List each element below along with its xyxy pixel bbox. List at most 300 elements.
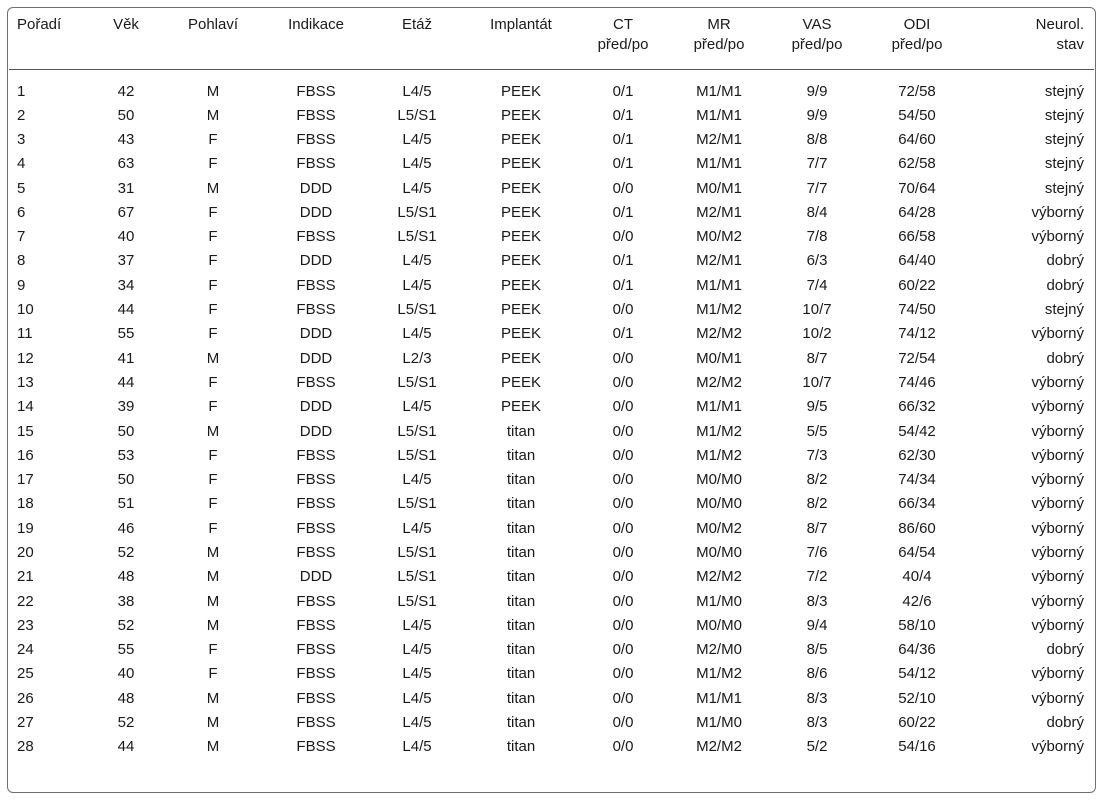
table-row bbox=[9, 371, 1094, 395]
table-cell-age: 42 bbox=[117, 82, 135, 100]
table-cell-odi: 54/12 bbox=[898, 665, 936, 683]
table-cell-mr: M2/M2 bbox=[696, 738, 742, 756]
table-cell-level: L4/5 bbox=[402, 738, 432, 756]
table-cell-vas: 8/3 bbox=[806, 592, 828, 610]
table-cell-neuro: dobrý bbox=[1046, 252, 1084, 270]
table-cell-vas: 5/2 bbox=[806, 738, 828, 756]
table-cell-indication: FBSS bbox=[296, 714, 336, 732]
table-cell-implant: PEEK bbox=[500, 155, 542, 173]
table-cell-indication: FBSS bbox=[296, 641, 336, 659]
table-cell-neuro: výborný bbox=[1031, 398, 1084, 416]
table-cell-odi: 62/58 bbox=[898, 155, 936, 173]
table-cell-mr: M1/M1 bbox=[696, 398, 742, 416]
table-cell-sex: M bbox=[206, 82, 220, 100]
table-cell-neuro: stejný bbox=[1044, 130, 1084, 148]
table-cell-implant: titan bbox=[506, 543, 536, 561]
table-cell-implant: PEEK bbox=[500, 325, 542, 343]
column-header-line1: MR bbox=[707, 16, 731, 33]
table-cell-level: L5/S1 bbox=[397, 106, 437, 124]
table-cell-implant: titan bbox=[506, 714, 536, 732]
column-header-line1: CT bbox=[613, 16, 633, 33]
table-cell-mr: M1/M2 bbox=[696, 422, 742, 440]
column-header-line1: VAS bbox=[802, 16, 832, 33]
table-cell-neuro: výborný bbox=[1031, 519, 1084, 537]
table-cell-mr: M1/M2 bbox=[696, 446, 742, 464]
table-cell-ct: 0/0 bbox=[612, 616, 634, 634]
table-cell-odi: 64/36 bbox=[898, 641, 936, 659]
table-cell-implant: PEEK bbox=[500, 228, 542, 246]
table-cell-order: 12 bbox=[17, 349, 34, 367]
table-cell-implant: PEEK bbox=[500, 203, 542, 221]
table-cell-indication: FBSS bbox=[296, 446, 336, 464]
column-header-line2: před/po bbox=[891, 36, 943, 53]
patient-table bbox=[9, 9, 1094, 760]
table-cell-level: L4/5 bbox=[402, 665, 432, 683]
table-cell-indication: DDD bbox=[299, 325, 333, 343]
table-row bbox=[9, 711, 1094, 735]
table-cell-level: L4/5 bbox=[402, 519, 432, 537]
table-cell-level: L5/S1 bbox=[397, 301, 437, 319]
table-cell-indication: FBSS bbox=[296, 155, 336, 173]
column-header-line2: před/po bbox=[597, 36, 649, 53]
table-cell-level: L5/S1 bbox=[397, 592, 437, 610]
table-cell-mr: M1/M2 bbox=[696, 301, 742, 319]
table-cell-sex: M bbox=[206, 422, 220, 440]
table-cell-vas: 8/3 bbox=[806, 714, 828, 732]
table-cell-odi: 58/10 bbox=[898, 616, 936, 634]
table-cell-sex: M bbox=[206, 179, 220, 197]
table-cell-level: L4/5 bbox=[402, 155, 432, 173]
table-row bbox=[9, 104, 1094, 128]
table-cell-neuro: výborný bbox=[1031, 373, 1084, 391]
header-row bbox=[9, 9, 1094, 70]
table-cell-neuro: výborný bbox=[1031, 471, 1084, 489]
table-cell-neuro: výborný bbox=[1031, 543, 1084, 561]
table-cell-neuro: výborný bbox=[1031, 592, 1084, 610]
table-cell-odi: 64/54 bbox=[898, 543, 936, 561]
table-cell-order: 28 bbox=[17, 738, 34, 756]
table-cell-level: L4/5 bbox=[402, 325, 432, 343]
table-cell-implant: titan bbox=[506, 568, 536, 586]
table-cell-sex: M bbox=[206, 616, 220, 634]
table-cell-age: 51 bbox=[117, 495, 135, 513]
table-cell-odi: 70/64 bbox=[898, 179, 936, 197]
table-cell-implant: PEEK bbox=[500, 130, 542, 148]
table-cell-ct: 0/0 bbox=[612, 519, 634, 537]
table-cell-implant: PEEK bbox=[500, 398, 542, 416]
table-cell-sex: M bbox=[206, 349, 220, 367]
table-cell-indication: FBSS bbox=[296, 471, 336, 489]
table-cell-vas: 7/3 bbox=[806, 446, 828, 464]
table-cell-ct: 0/0 bbox=[612, 738, 634, 756]
table-cell-odi: 52/10 bbox=[898, 689, 936, 707]
table-cell-vas: 8/7 bbox=[806, 519, 828, 537]
table-cell-order: 2 bbox=[17, 106, 26, 124]
table-cell-ct: 0/0 bbox=[612, 471, 634, 489]
table-cell-order: 16 bbox=[17, 446, 34, 464]
table-cell-age: 44 bbox=[117, 373, 135, 391]
table-cell-vas: 7/6 bbox=[806, 543, 828, 561]
table-cell-mr: M1/M0 bbox=[696, 714, 742, 732]
table-cell-vas: 8/5 bbox=[806, 641, 828, 659]
table-cell-odi: 86/60 bbox=[898, 519, 936, 537]
table-cell-order: 14 bbox=[17, 398, 34, 416]
table-cell-implant: titan bbox=[506, 471, 536, 489]
table-cell-vas: 8/2 bbox=[806, 471, 828, 489]
table-cell-odi: 74/50 bbox=[898, 301, 936, 319]
table-cell-indication: FBSS bbox=[296, 616, 336, 634]
column-header-age bbox=[87, 9, 165, 70]
table-cell-ct: 0/0 bbox=[612, 714, 634, 732]
table-cell-level: L5/S1 bbox=[397, 422, 437, 440]
table-cell-level: L4/5 bbox=[402, 252, 432, 270]
table-body bbox=[9, 70, 1094, 760]
table-cell-age: 39 bbox=[117, 398, 135, 416]
table-cell-ct: 0/0 bbox=[612, 446, 634, 464]
table-cell-neuro: výborný bbox=[1031, 495, 1084, 513]
table-cell-ct: 0/0 bbox=[612, 179, 634, 197]
table-cell-odi: 40/4 bbox=[902, 568, 932, 586]
table-cell-sex: F bbox=[208, 155, 218, 173]
table-cell-age: 31 bbox=[117, 179, 135, 197]
column-header-neuro bbox=[971, 9, 1094, 70]
table-cell-indication: DDD bbox=[299, 252, 333, 270]
table-cell-indication: FBSS bbox=[296, 689, 336, 707]
table-cell-vas: 8/6 bbox=[806, 665, 828, 683]
table-cell-vas: 8/3 bbox=[806, 689, 828, 707]
table-cell-age: 55 bbox=[117, 641, 135, 659]
table-row bbox=[9, 322, 1094, 346]
table-row bbox=[9, 298, 1094, 322]
table-cell-sex: F bbox=[208, 130, 218, 148]
table-cell-age: 67 bbox=[117, 203, 135, 221]
table-cell-ct: 0/0 bbox=[612, 641, 634, 659]
table-cell-level: L5/S1 bbox=[397, 543, 437, 561]
table-cell-level: L4/5 bbox=[402, 616, 432, 634]
table-cell-level: L4/5 bbox=[402, 276, 432, 294]
table-cell-implant: titan bbox=[506, 446, 536, 464]
table-cell-ct: 0/0 bbox=[612, 398, 634, 416]
table-cell-neuro: dobrý bbox=[1046, 714, 1084, 732]
column-header-line1: Pohlaví bbox=[187, 16, 239, 33]
table-row bbox=[9, 419, 1094, 443]
table-row bbox=[9, 662, 1094, 686]
table-cell-age: 34 bbox=[117, 276, 135, 294]
table-cell-age: 50 bbox=[117, 471, 135, 489]
table-cell-neuro: výborný bbox=[1031, 568, 1084, 586]
table-cell-indication: FBSS bbox=[296, 665, 336, 683]
table-cell-indication: FBSS bbox=[296, 130, 336, 148]
table-cell-mr: M2/M2 bbox=[696, 325, 742, 343]
table-cell-age: 52 bbox=[117, 616, 135, 634]
table-cell-ct: 0/0 bbox=[612, 373, 634, 391]
table-cell-order: 15 bbox=[17, 422, 34, 440]
table-cell-odi: 74/46 bbox=[898, 373, 936, 391]
table-cell-sex: F bbox=[208, 519, 218, 537]
table-row bbox=[9, 176, 1094, 200]
table-cell-level: L4/5 bbox=[402, 689, 432, 707]
table-cell-sex: M bbox=[206, 592, 220, 610]
table-cell-odi: 72/58 bbox=[898, 82, 936, 100]
table-cell-indication: DDD bbox=[299, 568, 333, 586]
column-header-odi bbox=[863, 9, 971, 70]
table-cell-order: 6 bbox=[17, 203, 26, 221]
table-cell-odi: 64/28 bbox=[898, 203, 936, 221]
table-cell-order: 20 bbox=[17, 543, 34, 561]
table-cell-implant: titan bbox=[506, 592, 536, 610]
table-row bbox=[9, 201, 1094, 225]
table-cell-order: 7 bbox=[17, 228, 26, 246]
table-cell-sex: F bbox=[208, 446, 218, 464]
table-cell-level: L4/5 bbox=[402, 130, 432, 148]
table-cell-level: L4/5 bbox=[402, 714, 432, 732]
column-header-line1: Indikace bbox=[288, 16, 344, 33]
table-cell-ct: 0/1 bbox=[612, 155, 634, 173]
table-cell-ct: 0/1 bbox=[612, 106, 634, 124]
table-cell-implant: PEEK bbox=[500, 276, 542, 294]
table-cell-vas: 7/2 bbox=[806, 568, 828, 586]
table-cell-level: L5/S1 bbox=[397, 495, 437, 513]
table-row bbox=[9, 249, 1094, 273]
column-header-line1: Věk bbox=[113, 16, 139, 33]
table-cell-mr: M1/M1 bbox=[696, 82, 742, 100]
table-cell-vas: 5/5 bbox=[806, 422, 828, 440]
table-cell-vas: 6/3 bbox=[806, 252, 828, 270]
column-header-line2: před/po bbox=[791, 36, 843, 53]
table-row bbox=[9, 492, 1094, 516]
table-cell-sex: M bbox=[206, 568, 220, 586]
table-cell-implant: titan bbox=[506, 738, 536, 756]
table-cell-order: 26 bbox=[17, 689, 34, 707]
column-header-line1: Pořadí bbox=[17, 16, 62, 33]
table-cell-mr: M2/M0 bbox=[696, 641, 742, 659]
table-cell-indication: DDD bbox=[299, 179, 333, 197]
table-cell-indication: FBSS bbox=[296, 592, 336, 610]
table-cell-indication: FBSS bbox=[296, 373, 336, 391]
table-cell-odi: 66/58 bbox=[898, 228, 936, 246]
table-cell-mr: M0/M2 bbox=[696, 228, 742, 246]
table-cell-sex: F bbox=[208, 373, 218, 391]
table-cell-ct: 0/0 bbox=[612, 301, 634, 319]
table-cell-age: 41 bbox=[117, 349, 135, 367]
table-cell-mr: M0/M1 bbox=[696, 349, 742, 367]
table-cell-ct: 0/0 bbox=[612, 422, 634, 440]
table-cell-odi: 54/42 bbox=[898, 422, 936, 440]
table-cell-neuro: stejný bbox=[1044, 106, 1084, 124]
table-cell-neuro: výborný bbox=[1031, 616, 1084, 634]
table-cell-sex: M bbox=[206, 689, 220, 707]
table-cell-neuro: stejný bbox=[1044, 82, 1084, 100]
table-cell-mr: M1/M2 bbox=[696, 665, 742, 683]
table-cell-implant: PEEK bbox=[500, 179, 542, 197]
table-cell-indication: FBSS bbox=[296, 82, 336, 100]
table-cell-neuro: stejný bbox=[1044, 301, 1084, 319]
table-cell-indication: FBSS bbox=[296, 738, 336, 756]
table-cell-ct: 0/1 bbox=[612, 276, 634, 294]
table-cell-vas: 7/7 bbox=[806, 155, 828, 173]
table-cell-sex: M bbox=[206, 738, 220, 756]
table-cell-sex: F bbox=[208, 398, 218, 416]
table-cell-indication: FBSS bbox=[296, 106, 336, 124]
table-cell-level: L4/5 bbox=[402, 398, 432, 416]
table-cell-indication: FBSS bbox=[296, 495, 336, 513]
table-cell-implant: PEEK bbox=[500, 301, 542, 319]
table-cell-vas: 9/9 bbox=[806, 82, 828, 100]
column-header-line2: před/po bbox=[693, 36, 745, 53]
table-cell-odi: 66/32 bbox=[898, 398, 936, 416]
table-cell-age: 52 bbox=[117, 543, 135, 561]
table-row bbox=[9, 128, 1094, 152]
table-cell-order: 25 bbox=[17, 665, 34, 683]
table-cell-age: 50 bbox=[117, 422, 135, 440]
table-cell-indication: DDD bbox=[299, 349, 333, 367]
column-header-order bbox=[9, 9, 87, 70]
table-cell-implant: PEEK bbox=[500, 252, 542, 270]
table-cell-mr: M1/M1 bbox=[696, 689, 742, 707]
table-cell-odi: 74/34 bbox=[898, 471, 936, 489]
table-cell-mr: M0/M1 bbox=[696, 179, 742, 197]
table-cell-implant: PEEK bbox=[500, 82, 542, 100]
table-cell-mr: M1/M1 bbox=[696, 106, 742, 124]
column-header-indication bbox=[261, 9, 371, 70]
table-cell-sex: M bbox=[206, 543, 220, 561]
table-cell-age: 63 bbox=[117, 155, 135, 173]
column-header-line1: Implantát bbox=[490, 16, 552, 33]
table-cell-vas: 9/5 bbox=[806, 398, 828, 416]
table-cell-age: 44 bbox=[117, 738, 135, 756]
table-cell-indication: FBSS bbox=[296, 519, 336, 537]
table-cell-order: 18 bbox=[17, 495, 34, 513]
table-row bbox=[9, 589, 1094, 613]
table-cell-implant: titan bbox=[506, 689, 536, 707]
table-cell-mr: M0/M0 bbox=[696, 495, 742, 513]
table-cell-age: 52 bbox=[117, 714, 135, 732]
table-cell-age: 46 bbox=[117, 519, 135, 537]
table-cell-mr: M1/M1 bbox=[696, 155, 742, 173]
table-cell-neuro: stejný bbox=[1044, 179, 1084, 197]
table-cell-ct: 0/0 bbox=[612, 543, 634, 561]
table-row bbox=[9, 274, 1094, 298]
table-row bbox=[9, 70, 1094, 104]
table-cell-neuro: výborný bbox=[1031, 325, 1084, 343]
table-cell-ct: 0/0 bbox=[612, 228, 634, 246]
table-cell-age: 37 bbox=[117, 252, 135, 270]
table-cell-mr: M0/M0 bbox=[696, 471, 742, 489]
table-cell-neuro: dobrý bbox=[1046, 276, 1084, 294]
table-cell-indication: FBSS bbox=[296, 228, 336, 246]
table-cell-mr: M2/M2 bbox=[696, 373, 742, 391]
table-cell-neuro: výborný bbox=[1031, 738, 1084, 756]
table-cell-age: 48 bbox=[117, 689, 135, 707]
table-cell-order: 22 bbox=[17, 592, 34, 610]
table-cell-neuro: výborný bbox=[1031, 446, 1084, 464]
table-cell-odi: 42/6 bbox=[902, 592, 932, 610]
table-cell-ct: 0/1 bbox=[612, 130, 634, 148]
table-cell-mr: M0/M2 bbox=[696, 519, 742, 537]
table-cell-mr: M1/M0 bbox=[696, 592, 742, 610]
table-row bbox=[9, 444, 1094, 468]
table-cell-level: L5/S1 bbox=[397, 568, 437, 586]
table-cell-implant: PEEK bbox=[500, 349, 542, 367]
table-cell-order: 19 bbox=[17, 519, 34, 537]
table-cell-mr: M0/M0 bbox=[696, 616, 742, 634]
table-cell-level: L4/5 bbox=[402, 82, 432, 100]
table-cell-ct: 0/0 bbox=[612, 592, 634, 610]
table-cell-vas: 7/4 bbox=[806, 276, 828, 294]
table-cell-order: 10 bbox=[17, 301, 34, 319]
table-cell-odi: 60/22 bbox=[898, 276, 936, 294]
table-cell-mr: M0/M0 bbox=[696, 543, 742, 561]
table-cell-ct: 0/0 bbox=[612, 349, 634, 367]
column-header-vas bbox=[771, 9, 863, 70]
table-cell-neuro: výborný bbox=[1031, 665, 1084, 683]
table-cell-ct: 0/1 bbox=[612, 203, 634, 221]
table-cell-neuro: výborný bbox=[1031, 422, 1084, 440]
table-cell-level: L5/S1 bbox=[397, 373, 437, 391]
table-cell-neuro: výborný bbox=[1031, 203, 1084, 221]
column-header-line1: ODI bbox=[903, 16, 931, 33]
table-cell-odi: 62/30 bbox=[898, 446, 936, 464]
table-cell-order: 21 bbox=[17, 568, 34, 586]
table-cell-order: 8 bbox=[17, 252, 26, 270]
table-row bbox=[9, 541, 1094, 565]
table-cell-neuro: stejný bbox=[1044, 155, 1084, 173]
table-cell-ct: 0/1 bbox=[612, 252, 634, 270]
table-cell-age: 43 bbox=[117, 130, 135, 148]
table-cell-level: L2/3 bbox=[402, 349, 432, 367]
table-cell-sex: F bbox=[208, 471, 218, 489]
table-cell-indication: FBSS bbox=[296, 276, 336, 294]
table-row bbox=[9, 395, 1094, 419]
table-cell-implant: PEEK bbox=[500, 373, 542, 391]
table-cell-vas: 10/7 bbox=[802, 301, 832, 319]
table-cell-odi: 74/12 bbox=[898, 325, 936, 343]
table-cell-vas: 10/7 bbox=[802, 373, 832, 391]
table-row bbox=[9, 565, 1094, 589]
table-cell-implant: titan bbox=[506, 495, 536, 513]
table-cell-sex: F bbox=[208, 325, 218, 343]
table-cell-neuro: dobrý bbox=[1046, 349, 1084, 367]
table-cell-sex: F bbox=[208, 276, 218, 294]
table-cell-odi: 54/50 bbox=[898, 106, 936, 124]
table-cell-indication: FBSS bbox=[296, 543, 336, 561]
table-row bbox=[9, 346, 1094, 370]
table-cell-odi: 64/40 bbox=[898, 252, 936, 270]
table-cell-age: 40 bbox=[117, 228, 135, 246]
table-cell-vas: 8/4 bbox=[806, 203, 828, 221]
table-cell-odi: 60/22 bbox=[898, 714, 936, 732]
table-cell-indication: FBSS bbox=[296, 301, 336, 319]
table-row bbox=[9, 687, 1094, 711]
table-cell-vas: 7/7 bbox=[806, 179, 828, 197]
table-cell-sex: F bbox=[208, 495, 218, 513]
table-cell-sex: F bbox=[208, 665, 218, 683]
table-cell-level: L5/S1 bbox=[397, 228, 437, 246]
table-cell-mr: M2/M2 bbox=[696, 568, 742, 586]
table-cell-order: 3 bbox=[17, 130, 26, 148]
table-cell-odi: 66/34 bbox=[898, 495, 936, 513]
table-cell-order: 11 bbox=[17, 325, 33, 343]
table-cell-mr: M1/M1 bbox=[696, 276, 742, 294]
table-cell-implant: PEEK bbox=[500, 106, 542, 124]
table-cell-sex: F bbox=[208, 203, 218, 221]
column-header-line1: Etáž bbox=[401, 16, 432, 33]
table-row bbox=[9, 152, 1094, 176]
table-cell-order: 13 bbox=[17, 373, 34, 391]
table-cell-sex: F bbox=[208, 301, 218, 319]
table-cell-implant: titan bbox=[506, 665, 536, 683]
table-cell-odi: 64/60 bbox=[898, 130, 936, 148]
